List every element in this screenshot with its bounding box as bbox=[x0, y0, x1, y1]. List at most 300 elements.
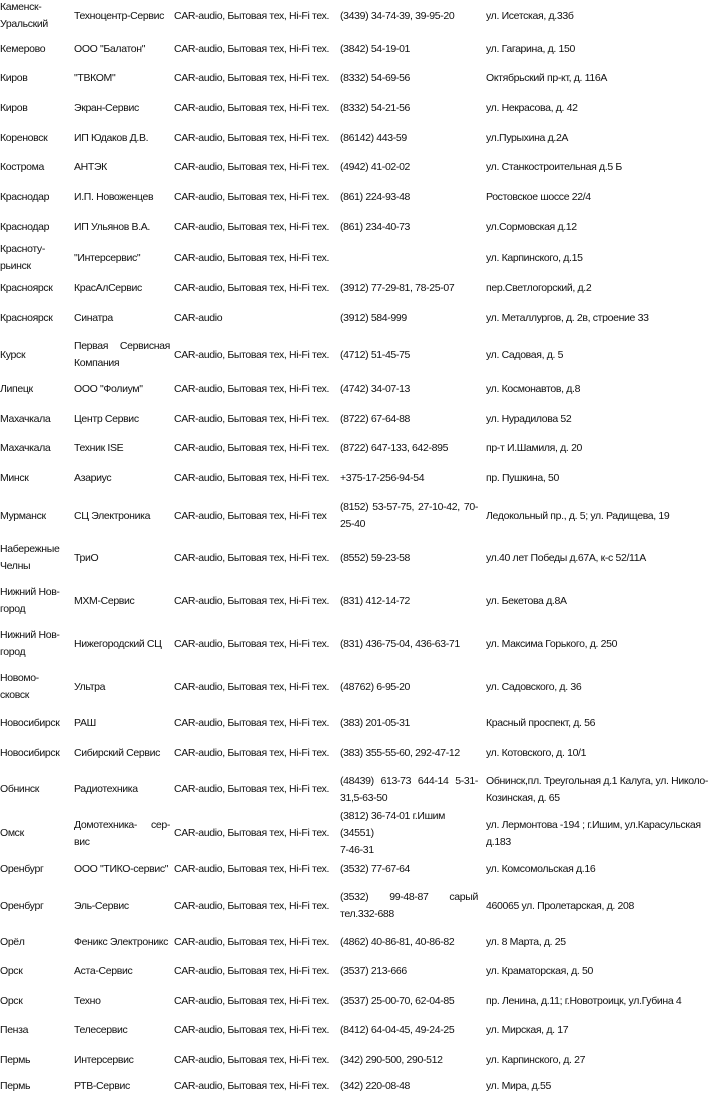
address-cell-text: ул. Максима Горького, д. 250 bbox=[486, 637, 618, 650]
devices-cell-text: CAR-audio, Бытовая тех, Hi-Fi тех. bbox=[174, 936, 330, 948]
organization-cell-text: Центр Сервис bbox=[74, 413, 139, 425]
devices-cell bbox=[174, 812, 336, 855]
devices-cell-text: CAR-audio, Бытовая тех, Hi-Fi тех. bbox=[174, 863, 330, 875]
city-cell bbox=[0, 580, 68, 622]
devices-cell bbox=[174, 336, 336, 374]
organization-cell-text: РАШ bbox=[74, 717, 96, 729]
phone-cell bbox=[340, 494, 478, 538]
address-cell-text: ул. Бекетова д.8А bbox=[486, 594, 567, 607]
address-cell bbox=[486, 623, 712, 665]
phone-cell bbox=[340, 885, 478, 927]
table-row bbox=[0, 183, 712, 212]
city-cell bbox=[0, 928, 68, 957]
city-cell-text: Орск bbox=[0, 965, 23, 977]
city-cell bbox=[0, 623, 68, 665]
phone-cell-text: (8332) 54-21-56 bbox=[340, 102, 411, 114]
phone-cell bbox=[340, 987, 478, 1016]
organization-cell-text: ТриО bbox=[74, 551, 99, 564]
devices-cell bbox=[174, 580, 336, 622]
devices-cell bbox=[174, 709, 336, 738]
organization-cell bbox=[74, 957, 170, 986]
devices-cell-text: CAR-audio, Бытовая тех, Hi-Fi тех. bbox=[174, 637, 330, 650]
address-cell bbox=[486, 709, 712, 738]
devices-cell bbox=[174, 623, 336, 665]
organization-cell-text: Техник ISE bbox=[74, 442, 124, 454]
table-row bbox=[0, 153, 712, 182]
address-cell bbox=[486, 274, 712, 303]
devices-cell-text: CAR-audio, Бытовая тех, Hi-Fi тех. bbox=[174, 43, 330, 55]
city-cell-text: Нижний Нов- город bbox=[0, 586, 60, 615]
phone-cell bbox=[340, 124, 478, 153]
phone-cell-text: (3842) 54-19-01 bbox=[340, 43, 411, 55]
phone-cell bbox=[340, 928, 478, 957]
phone-cell bbox=[340, 213, 478, 242]
city-cell-text: Набережные Челны bbox=[0, 543, 60, 572]
address-cell-text: Ростовское шоссе 22/4 bbox=[486, 191, 591, 203]
address-cell bbox=[486, 885, 712, 927]
phone-cell bbox=[340, 434, 478, 463]
table-row bbox=[0, 812, 712, 855]
phone-cell-text: (4742) 34-07-13 bbox=[340, 383, 411, 395]
table-row bbox=[0, 0, 712, 32]
table-row bbox=[0, 35, 712, 64]
organization-cell bbox=[74, 183, 170, 212]
organization-cell bbox=[74, 303, 170, 333]
phone-cell bbox=[340, 580, 478, 622]
city-cell-text: Пермь bbox=[0, 1053, 31, 1066]
address-cell bbox=[486, 242, 712, 274]
address-cell-text: ул. Гагарина, д. 150 bbox=[486, 43, 576, 55]
address-cell-text: пр. Пушкина, 50 bbox=[486, 472, 559, 484]
address-cell bbox=[486, 405, 712, 434]
table-row bbox=[0, 928, 712, 957]
phone-cell-text: (3439) 34-74-39, 39-95-20 bbox=[340, 9, 455, 22]
devices-cell-text: CAR-audio, Бытовая тех, Hi-Fi тех. bbox=[174, 827, 330, 839]
organization-cell-text: "Интерсервис" bbox=[74, 251, 141, 264]
city-cell-text: Киров bbox=[0, 72, 28, 84]
phone-cell-text: (342) 220-08-48 bbox=[340, 1079, 411, 1092]
table-row bbox=[0, 124, 712, 153]
table-row bbox=[0, 666, 712, 708]
city-cell bbox=[0, 213, 68, 242]
city-cell bbox=[0, 124, 68, 153]
phone-cell bbox=[340, 957, 478, 986]
city-cell bbox=[0, 35, 68, 64]
city-cell bbox=[0, 274, 68, 303]
city-cell bbox=[0, 242, 68, 274]
table-row bbox=[0, 213, 712, 242]
organization-cell-text: "ТВКОМ" bbox=[74, 72, 116, 84]
address-cell bbox=[486, 64, 712, 93]
city-cell bbox=[0, 405, 68, 434]
phone-cell-text: (48762) 6-95-20 bbox=[340, 680, 411, 693]
devices-cell-text: CAR-audio, Бытовая тех, Hi-Fi тех. bbox=[174, 221, 330, 233]
phone-cell-text: (3532) 77-67-64 bbox=[340, 863, 411, 875]
devices-cell-text: CAR-audio, Бытовая тех, Hi-Fi тех. bbox=[174, 717, 330, 729]
phone-cell-text: (3812) 36-74-01 г.Ишим (34551) 7-46-31 bbox=[340, 812, 446, 855]
devices-cell-text: CAR-audio, Бытовая тех, Hi-Fi тех. bbox=[174, 9, 330, 22]
address-cell-text: ул. Исетская, д.33б bbox=[486, 9, 574, 22]
city-cell bbox=[0, 494, 68, 538]
address-cell bbox=[486, 987, 712, 1016]
organization-cell-text: Первая Сервисная Компания bbox=[74, 340, 170, 369]
phone-cell bbox=[340, 336, 478, 374]
phone-cell bbox=[340, 464, 478, 493]
organization-cell bbox=[74, 0, 170, 32]
devices-cell bbox=[174, 738, 336, 768]
address-cell-text: ул. Лермонтова -194 ; г.Ишим, ул.Карасульская д.183 bbox=[486, 818, 701, 848]
city-cell bbox=[0, 1045, 68, 1075]
city-cell-text: Краснодар bbox=[0, 191, 50, 203]
table-row bbox=[0, 336, 712, 374]
phone-cell bbox=[340, 855, 478, 884]
phone-cell-text: (861) 234-40-73 bbox=[340, 221, 411, 233]
city-cell bbox=[0, 153, 68, 182]
city-cell-text: Орёл bbox=[0, 936, 25, 948]
city-cell-text: Пенза bbox=[0, 1024, 29, 1036]
city-cell-text: Новосибирск bbox=[0, 717, 60, 729]
address-cell-text: ул. Садовая, д. 5 bbox=[486, 348, 564, 361]
city-cell bbox=[0, 538, 68, 578]
organization-cell-text: Техноцентр-Сервис bbox=[74, 9, 165, 22]
phone-cell bbox=[340, 666, 478, 708]
organization-cell bbox=[74, 405, 170, 434]
organization-cell-text: ООО "ТИКО-сервис" bbox=[74, 863, 169, 875]
address-cell bbox=[486, 494, 712, 538]
organization-cell bbox=[74, 666, 170, 708]
city-cell-text: Махачкала bbox=[0, 413, 51, 425]
address-cell bbox=[486, 957, 712, 986]
devices-cell-text: CAR-audio, Бытовая тех, Hi-Fi тех. bbox=[174, 1053, 330, 1066]
address-cell-text: ул. Мирская, д. 17 bbox=[486, 1024, 569, 1036]
devices-cell bbox=[174, 213, 336, 242]
devices-cell bbox=[174, 35, 336, 64]
organization-cell-text: АНТЭК bbox=[74, 161, 107, 173]
organization-cell-text: МХМ-Сервис bbox=[74, 594, 135, 607]
organization-cell bbox=[74, 434, 170, 463]
table-row bbox=[0, 375, 712, 404]
devices-cell bbox=[174, 124, 336, 153]
devices-cell-text: CAR-audio, Бытовая тех, Hi-Fi тех. bbox=[174, 680, 330, 693]
devices-cell-text: CAR-audio, Бытовая тех, Hi-Fi тех. bbox=[174, 899, 330, 912]
phone-cell bbox=[340, 768, 478, 811]
address-cell bbox=[486, 35, 712, 64]
devices-cell-text: CAR-audio bbox=[174, 311, 223, 324]
table-row bbox=[0, 405, 712, 434]
phone-cell bbox=[340, 35, 478, 64]
organization-cell bbox=[74, 375, 170, 404]
devices-cell-text: CAR-audio, Бытовая тех, Hi-Fi тех. bbox=[174, 413, 330, 425]
address-cell bbox=[486, 580, 712, 622]
organization-cell-text: Нижегородский СЦ bbox=[74, 637, 162, 650]
phone-cell-text: (383) 201-05-31 bbox=[340, 717, 411, 729]
address-cell bbox=[486, 855, 712, 884]
organization-cell-text: Интерсервис bbox=[74, 1053, 134, 1066]
city-cell-text: Орск bbox=[0, 995, 23, 1007]
organization-cell bbox=[74, 336, 170, 374]
phone-cell-text: (3912) 77-29-81, 78-25-07 bbox=[340, 282, 455, 294]
city-cell bbox=[0, 768, 68, 811]
address-cell bbox=[486, 375, 712, 404]
table-row bbox=[0, 242, 712, 274]
address-cell-text: ул.Сормовская д.12 bbox=[486, 221, 577, 233]
address-cell-text: ул.40 лет Победы д.67А, к-с 52/11А bbox=[486, 551, 646, 564]
organization-cell bbox=[74, 35, 170, 64]
address-cell bbox=[486, 1045, 712, 1075]
city-cell-text: Кострома bbox=[0, 161, 44, 173]
devices-cell-text: CAR-audio, Бытовая тех, Hi-Fi тех. bbox=[174, 282, 330, 294]
city-cell-text: Курск bbox=[0, 348, 26, 361]
devices-cell-text: CAR-audio, Бытовая тех, Hi-Fi тех. bbox=[174, 442, 330, 454]
table-row bbox=[0, 1076, 712, 1096]
devices-cell-text: CAR-audio, Бытовая тех, Hi-Fi тех. bbox=[174, 965, 330, 977]
phone-cell-text: (8552) 59-23-58 bbox=[340, 551, 411, 564]
organization-cell-text: Домотехника- сер- вис bbox=[74, 818, 170, 848]
address-cell bbox=[486, 666, 712, 708]
devices-cell bbox=[174, 666, 336, 708]
phone-cell bbox=[340, 709, 478, 738]
organization-cell bbox=[74, 623, 170, 665]
phone-cell bbox=[340, 242, 478, 274]
city-cell-text: Кореновск bbox=[0, 132, 48, 144]
devices-cell bbox=[174, 885, 336, 927]
devices-cell-text: CAR-audio, Бытовая тех, Hi-Fi тех. bbox=[174, 1079, 330, 1092]
phone-cell-text: (8412) 64-04-45, 49-24-25 bbox=[340, 1024, 455, 1036]
devices-cell bbox=[174, 1076, 336, 1096]
address-cell-text: ул. Станкостроительная д.5 Б bbox=[486, 161, 622, 173]
address-cell bbox=[486, 1076, 712, 1096]
address-cell-text: ул. Нурадилова 52 bbox=[486, 413, 572, 425]
organization-cell bbox=[74, 885, 170, 927]
devices-cell bbox=[174, 0, 336, 32]
address-cell-text: ул. Металлургов, д. 2в, строение 33 bbox=[486, 311, 649, 324]
address-cell-text: ул. Краматорская, д. 50 bbox=[486, 965, 593, 977]
organization-cell bbox=[74, 738, 170, 768]
city-cell-text: Каменск- Уральский bbox=[0, 1, 48, 30]
city-cell bbox=[0, 94, 68, 123]
address-cell-text: ул. Комсомольская д.16 bbox=[486, 863, 596, 875]
devices-cell-text: CAR-audio, Бытовая тех, Hi-Fi тех. bbox=[174, 102, 330, 114]
table-row bbox=[0, 768, 712, 811]
city-cell bbox=[0, 0, 68, 32]
organization-cell-text: Сибирский Сервис bbox=[74, 746, 161, 759]
organization-cell-text: СЦ Электроника bbox=[74, 509, 151, 522]
devices-cell bbox=[174, 375, 336, 404]
table-row bbox=[0, 274, 712, 303]
city-cell-text: Мурманск bbox=[0, 509, 46, 522]
organization-cell bbox=[74, 274, 170, 303]
organization-cell bbox=[74, 1076, 170, 1096]
organization-cell bbox=[74, 213, 170, 242]
city-cell-text: Кемерово bbox=[0, 43, 46, 55]
city-cell-text: Минск bbox=[0, 472, 29, 484]
city-cell bbox=[0, 434, 68, 463]
phone-cell-text: +375-17-256-94-54 bbox=[340, 472, 425, 484]
organization-cell bbox=[74, 987, 170, 1016]
city-cell-text: Омск bbox=[0, 827, 24, 839]
address-cell-text: пр-т И.Шамиля, д. 20 bbox=[486, 442, 583, 454]
phone-cell-text: (8332) 54-69-56 bbox=[340, 72, 411, 84]
organization-cell bbox=[74, 124, 170, 153]
devices-cell-text: CAR-audio, Бытовая тех, Hi-Fi тех. bbox=[174, 472, 330, 484]
phone-cell-text: (8722) 647-133, 642-895 bbox=[340, 442, 449, 454]
city-cell bbox=[0, 336, 68, 374]
devices-cell-text: CAR-audio, Бытовая тех, Hi-Fi тех. bbox=[174, 594, 330, 607]
devices-cell bbox=[174, 153, 336, 182]
city-cell bbox=[0, 957, 68, 986]
city-cell-text: Красноту- рьинск bbox=[0, 243, 45, 272]
address-cell-text: ул. Садовского, д. 36 bbox=[486, 680, 582, 693]
devices-cell-text: CAR-audio, Бытовая тех, Hi-Fi тех. bbox=[174, 1024, 330, 1036]
city-cell-text: Краснодар bbox=[0, 221, 50, 233]
phone-cell-text: (8152) 53-57-75, 27-10-42, 70- 25-40 bbox=[340, 501, 478, 530]
devices-cell bbox=[174, 64, 336, 93]
phone-cell-text: (86142) 443-59 bbox=[340, 132, 407, 144]
city-cell bbox=[0, 183, 68, 212]
phone-cell-text: (831) 436-75-04, 436-63-71 bbox=[340, 637, 460, 650]
organization-cell bbox=[74, 1016, 170, 1045]
table-row bbox=[0, 538, 712, 578]
phone-cell bbox=[340, 538, 478, 578]
phone-cell-text: (861) 224-93-48 bbox=[340, 191, 411, 203]
table-row bbox=[0, 623, 712, 665]
address-cell bbox=[486, 928, 712, 957]
organization-cell-text: ООО "Балатон" bbox=[74, 43, 146, 55]
table-row bbox=[0, 738, 712, 768]
devices-cell-text: CAR-audio, Бытовая тех, Hi-Fi тех. bbox=[174, 746, 330, 759]
organization-cell bbox=[74, 709, 170, 738]
phone-cell-text: (3537) 213-666 bbox=[340, 965, 407, 977]
address-cell-text: пер.Светлогорский, д.2 bbox=[486, 282, 592, 294]
organization-cell bbox=[74, 464, 170, 493]
devices-cell bbox=[174, 768, 336, 811]
address-cell bbox=[486, 0, 712, 32]
phone-cell-text: (4862) 40-86-81, 40-86-82 bbox=[340, 936, 455, 948]
phone-cell bbox=[340, 1076, 478, 1096]
organization-cell-text: Экран-Сервис bbox=[74, 102, 139, 114]
city-cell-text: Оренбург bbox=[0, 899, 44, 912]
address-cell bbox=[486, 538, 712, 578]
table-row bbox=[0, 434, 712, 463]
city-cell-text: Пермь bbox=[0, 1079, 31, 1092]
phone-cell bbox=[340, 153, 478, 182]
phone-cell bbox=[340, 0, 478, 32]
city-cell bbox=[0, 709, 68, 738]
city-cell-text: Обнинск bbox=[0, 783, 40, 795]
phone-cell-text: (3537) 25-00-70, 62-04-85 bbox=[340, 995, 455, 1007]
address-cell-text: 460065 ул. Пролетарская, д. 208 bbox=[486, 899, 634, 912]
organization-cell bbox=[74, 538, 170, 578]
devices-cell bbox=[174, 1045, 336, 1075]
address-cell-text: ул. Карпинского, д.15 bbox=[486, 251, 583, 264]
address-cell bbox=[486, 124, 712, 153]
address-cell-text: Обнинск,пл. Треугольная д.1 Калуга, ул. Николо- Козинская, д. 65 bbox=[486, 774, 709, 804]
organization-cell-text: Техно bbox=[74, 995, 101, 1007]
organization-cell-text: Эль-Сервис bbox=[74, 899, 129, 912]
address-cell bbox=[486, 94, 712, 123]
address-cell bbox=[486, 1016, 712, 1045]
organization-cell bbox=[74, 1045, 170, 1075]
address-cell bbox=[486, 213, 712, 242]
address-cell-text: Ледокольный пр., д. 5; ул. Радищева, 19 bbox=[486, 509, 670, 522]
address-cell bbox=[486, 303, 712, 333]
devices-cell bbox=[174, 538, 336, 578]
devices-cell bbox=[174, 274, 336, 303]
city-cell bbox=[0, 666, 68, 708]
city-cell-text: Липецк bbox=[0, 383, 33, 395]
organization-cell bbox=[74, 64, 170, 93]
devices-cell bbox=[174, 94, 336, 123]
city-cell-text: Оренбург bbox=[0, 863, 44, 875]
devices-cell-text: CAR-audio, Бытовая тех, Hi-Fi тех. bbox=[174, 348, 330, 361]
phone-cell-text: (4942) 41-02-02 bbox=[340, 161, 411, 173]
organization-cell-text: РТВ-Сервис bbox=[74, 1079, 130, 1092]
organization-cell-text: ООО "Фолиум" bbox=[74, 383, 143, 395]
phone-cell-text: (48439) 613-73 644-14 5-31- 31,5-63-50 bbox=[340, 774, 478, 804]
organization-cell-text: КрасАлСервис bbox=[74, 282, 142, 294]
city-cell bbox=[0, 885, 68, 927]
phone-cell bbox=[340, 812, 478, 855]
devices-cell bbox=[174, 855, 336, 884]
organization-cell-text: Синатра bbox=[74, 311, 113, 324]
address-cell-text: ул. Котовского, д. 10/1 bbox=[486, 746, 587, 759]
devices-cell bbox=[174, 464, 336, 493]
devices-cell bbox=[174, 405, 336, 434]
phone-cell-text: (8722) 67-64-88 bbox=[340, 413, 411, 425]
devices-cell-text: CAR-audio, Бытовая тех, Hi-Fi тех. bbox=[174, 161, 330, 173]
organization-cell-text: Феникс Электроникс bbox=[74, 936, 169, 948]
organization-cell bbox=[74, 580, 170, 622]
devices-cell-text: CAR-audio, Бытовая тех, Hi-Fi тех. bbox=[174, 995, 330, 1007]
table-row bbox=[0, 580, 712, 622]
city-cell-text: Махачкала bbox=[0, 442, 51, 454]
phone-cell bbox=[340, 303, 478, 333]
city-cell-text: Красноярск bbox=[0, 282, 53, 294]
organization-cell-text: ИП Юдаков Д.В. bbox=[74, 132, 149, 144]
phone-cell-text: (3532) 99-48-87 сарый тел.332-688 bbox=[340, 891, 478, 920]
city-cell bbox=[0, 812, 68, 855]
address-cell bbox=[486, 434, 712, 463]
devices-cell-text: CAR-audio, Бытовая тех, Hi-Fi тех. bbox=[174, 191, 330, 203]
organization-cell bbox=[74, 812, 170, 855]
address-cell bbox=[486, 183, 712, 212]
city-cell-text: Новомо- сковск bbox=[0, 672, 39, 701]
address-cell bbox=[486, 336, 712, 374]
phone-cell-text: (383) 355-55-60, 292-47-12 bbox=[340, 746, 460, 759]
organization-cell bbox=[74, 768, 170, 811]
address-cell bbox=[486, 153, 712, 182]
phone-cell bbox=[340, 623, 478, 665]
address-cell-text: ул.Пурыхина д.2А bbox=[486, 132, 569, 144]
phone-cell-text: (831) 412-14-72 bbox=[340, 594, 411, 607]
devices-cell bbox=[174, 1016, 336, 1045]
devices-cell-text: CAR-audio, Бытовая тех, Hi-Fi тех. bbox=[174, 251, 330, 264]
table-row bbox=[0, 464, 712, 493]
organization-cell-text: Ультра bbox=[74, 680, 106, 693]
organization-cell bbox=[74, 494, 170, 538]
devices-cell bbox=[174, 957, 336, 986]
address-cell-text: ул. Мира, д.55 bbox=[486, 1079, 551, 1092]
address-cell bbox=[486, 738, 712, 768]
address-cell-text: ул. Космонавтов, д.8 bbox=[486, 383, 581, 395]
organization-cell bbox=[74, 242, 170, 274]
city-cell bbox=[0, 738, 68, 768]
devices-cell-text: CAR-audio, Бытовая тех, Hi-Fi тех. bbox=[174, 551, 330, 564]
phone-cell bbox=[340, 1016, 478, 1045]
organization-cell-text: Аста-Сервис bbox=[74, 965, 133, 977]
phone-cell bbox=[340, 738, 478, 768]
organization-cell bbox=[74, 94, 170, 123]
